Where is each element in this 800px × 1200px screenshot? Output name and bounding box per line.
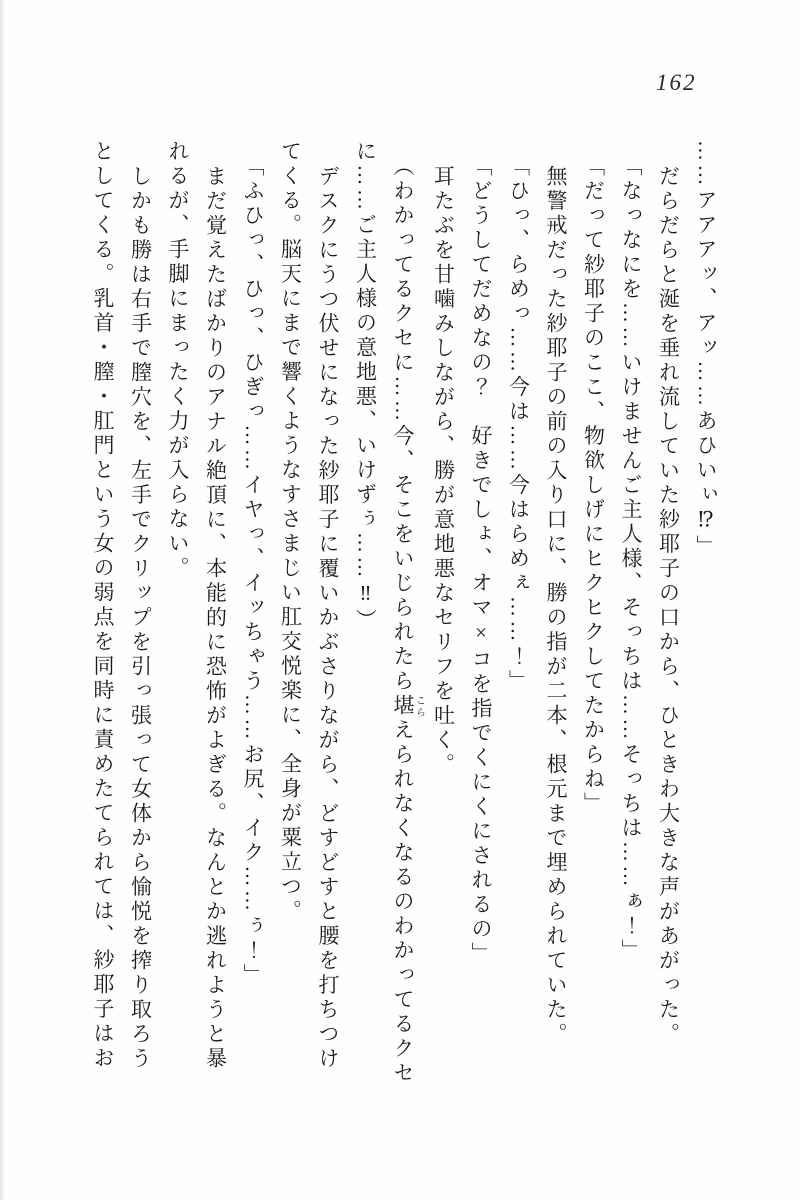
text-line: としてくる。乳首・膣・肛門という女の弱点を同時に責めたてられては、紗耶子はお bbox=[91, 140, 115, 1071]
text-line: 「なっなにを……いけませんご主人様、そっちは……そっちは……ぁ！」 bbox=[619, 155, 643, 964]
text-line: てくる。脳天にまで響くようなすさまじい肛交悦楽に、全身が粟立つ。 bbox=[278, 140, 303, 924]
text-line: （わかってるクセに……今、そこをいじられたら堪こらえられなくなるのわかってるクセ bbox=[391, 155, 425, 1086]
text-line: 耳たぶを甘噛みしながら、勝が意地悪なセリフを吐く。 bbox=[431, 165, 456, 778]
text-line: ……アアアッ、アッ……あひいぃ⁉」 bbox=[694, 140, 718, 560]
text-line: に……ご主人様の意地悪、いけずぅ……‼） bbox=[353, 140, 378, 633]
text-line: れるが、手脚にまったく力が入らない。 bbox=[166, 140, 190, 581]
body-text bbox=[84, 140, 725, 1108]
text-line: まだ覚えたばかりのアナル絶頂に、本能的に恐怖がよぎる。なんとか逃れようと暴 bbox=[203, 165, 228, 1072]
page-number: 162 bbox=[656, 70, 697, 95]
text-line: 「だって紗耶子のここ、物欲しげにヒクヒクしてたからね」 bbox=[581, 155, 606, 817]
text-line: 「ふひっ、ひっ、ひぎっ……イヤっ、イッちゃう……お尻、イク……ぅ！」 bbox=[241, 155, 265, 988]
text-line: 無警戒だった紗耶子の前の入り口に、勝の指が二本、根元まで埋められていた。 bbox=[544, 165, 568, 1047]
text-line: デスクにうつ伏せになった紗耶子に覆いかぶさりながら、どすどすと腰を打ちつけ bbox=[316, 165, 340, 1072]
text-line: しかも勝は右手で膣穴を、左手でクリップを引っ張って女体から愉悦を搾り取ろう bbox=[128, 165, 153, 1072]
text-line: だらだらと涎を垂れ流していた紗耶子の口から、ひときわ大きな声があがった。 bbox=[656, 165, 681, 1047]
text-line: 「ひっ、らめっ……今は……今はらめぇ……！」 bbox=[506, 155, 531, 694]
text-line: 「どうしてだめなの？ 好きでしょ、オマ×コを指でくにくにされるの」 bbox=[469, 155, 493, 967]
